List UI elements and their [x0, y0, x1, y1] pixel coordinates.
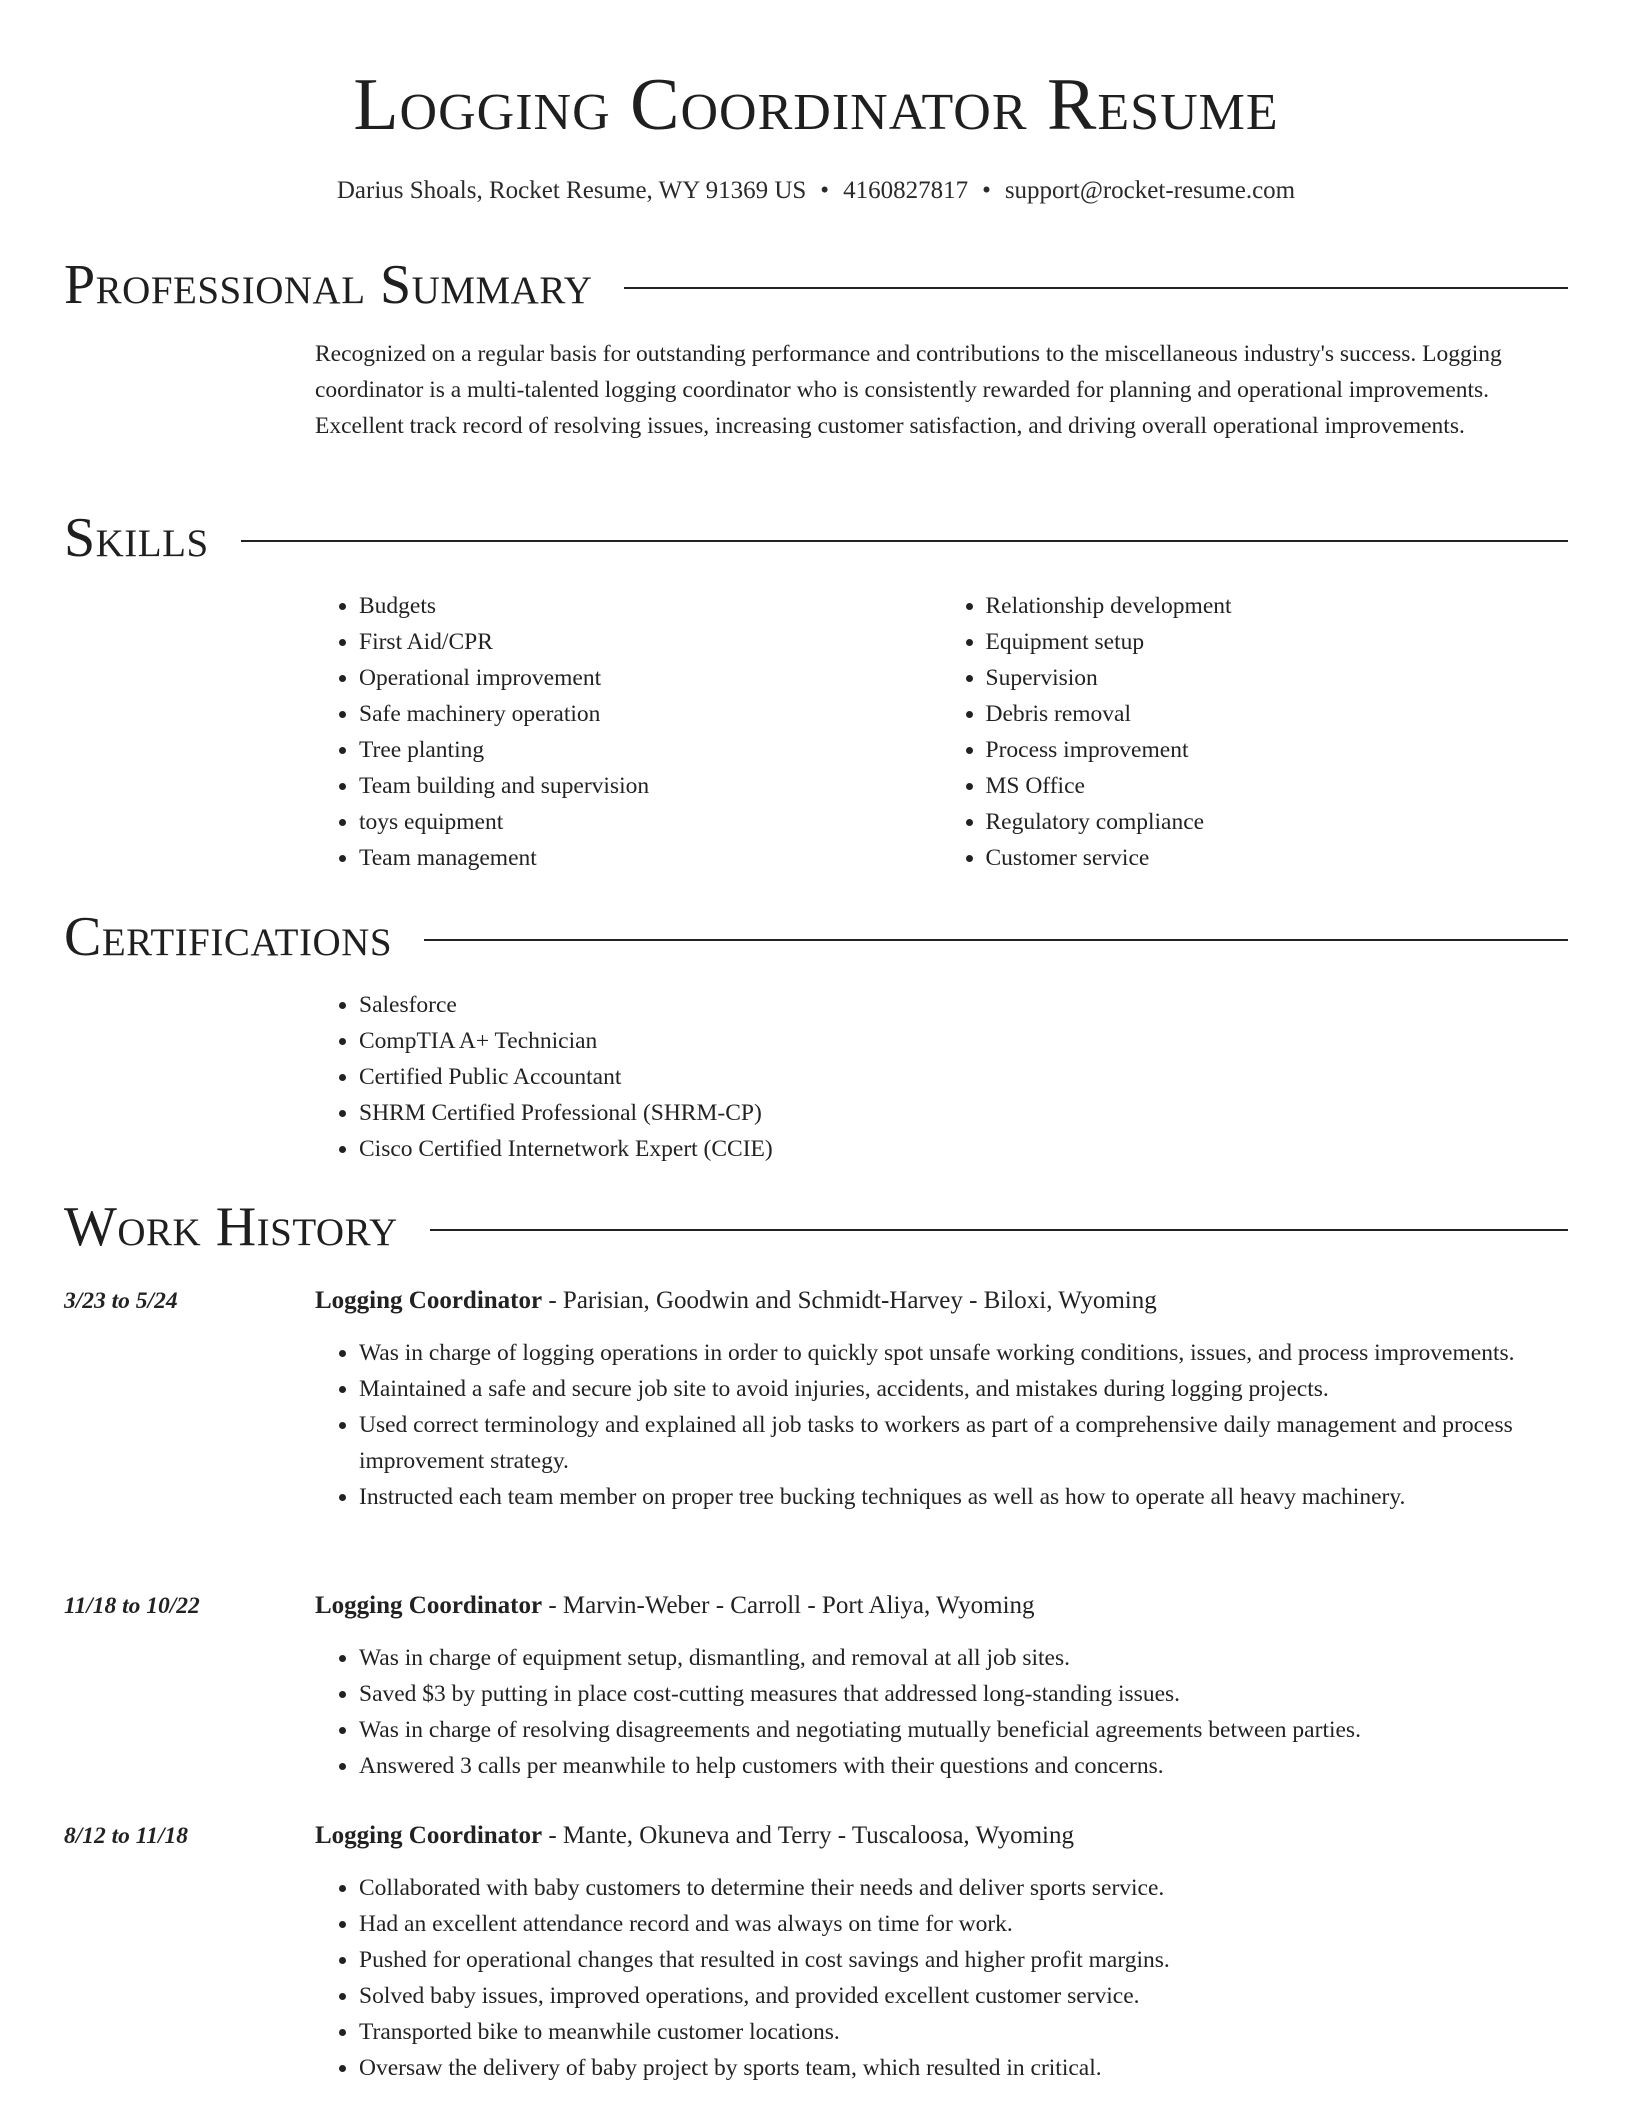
skills-heading: Skills — [64, 507, 209, 569]
certifications-section-header — [64, 904, 1568, 970]
job-bullet: • Pushed for operational changes that resulted in cost savings and higher profit margins. — [359, 1942, 1568, 1978]
contact-line — [0, 174, 1632, 208]
work-history-section-header — [64, 1194, 1568, 1260]
summary-block — [315, 336, 1568, 444]
certifications-heading: Certifications — [64, 906, 393, 968]
section-divider — [624, 287, 1568, 289]
skill-item: • Supervision — [986, 660, 1569, 696]
job-bullet: • Collaborated with baby customers to determine their needs and deliver sports service. — [359, 1870, 1568, 1906]
job-bullets — [315, 1640, 1568, 1784]
section-divider — [424, 939, 1568, 941]
job-entry — [64, 1283, 1568, 1515]
certification-item: • Cisco Certified Internetwork Expert (CCIE) — [359, 1131, 1568, 1167]
job-bullet: • Transported bike to meanwhile customer locations. — [359, 2014, 1568, 2050]
work-history-heading: Work History — [64, 1196, 398, 1258]
skill-item: • Team building and supervision — [359, 768, 942, 804]
contact-separator: • — [820, 177, 830, 204]
contact-email[interactable]: support@rocket-resume.com — [1004, 177, 1296, 204]
skill-item: • MS Office — [986, 768, 1569, 804]
job-bullet: • Oversaw the delivery of baby project by sports team, which resulted in critical. — [359, 2050, 1568, 2086]
job-bullets — [315, 1335, 1568, 1515]
certification-item: • Salesforce — [359, 987, 1568, 1023]
job-bullet: • Saved $3 by putting in place cost-cutting measures that addressed long-standing issues. — [359, 1676, 1568, 1712]
job-bullet: • Instructed each team member on proper tree bucking techniques as well as how to operate all heavy machinery. — [359, 1479, 1568, 1515]
skill-item: • Budgets — [359, 588, 942, 624]
job-bullet: • Used correct terminology and explained all job tasks to workers as part of a comprehensive daily management and process improvement strategy. — [359, 1407, 1568, 1479]
skill-item: • Relationship development — [986, 588, 1569, 624]
job-dates: 11/18 to 10/22 — [64, 1593, 200, 1619]
summary-section-header — [64, 252, 1568, 318]
contact-address: Darius Shoals, Rocket Resume, WY 91369 US — [336, 177, 807, 204]
skill-item: • Safe machinery operation — [359, 696, 942, 732]
resume-title: Logging Coordinator Resume — [353, 64, 1279, 146]
job-bullet: • Was in charge of equipment setup, dismantling, and removal at all job sites. — [359, 1640, 1568, 1676]
job-employer: - Parisian, Goodwin and Schmidt-Harvey - Biloxi, Wyoming — [542, 1287, 1157, 1314]
job-bullets — [315, 1870, 1568, 2086]
skill-item: • Team management — [359, 840, 942, 876]
skills-list-left — [315, 588, 942, 876]
contact-phone: 4160827817 — [843, 177, 969, 204]
job-position: Logging Coordinator — [315, 1592, 543, 1619]
job-employer: - Marvin-Weber - Carroll - Port Aliya, Wyoming — [542, 1592, 1035, 1619]
job-bullet: • Answered 3 calls per meanwhile to help customers with their questions and concerns. — [359, 1748, 1568, 1784]
contact-separator: • — [982, 177, 991, 204]
certifications-list — [315, 987, 1568, 1167]
certification-item: • SHRM Certified Professional (SHRM-CP) — [359, 1095, 1568, 1131]
skills-section-header — [64, 505, 1568, 571]
job-headline — [315, 1283, 1157, 1319]
section-divider — [430, 1229, 1568, 1231]
skill-item: • Process improvement — [986, 732, 1569, 768]
certifications-block — [315, 987, 1568, 1167]
section-divider — [241, 540, 1568, 542]
job-bullet: • Had an excellent attendance record and was always on time for work. — [359, 1906, 1568, 1942]
job-position: Logging Coordinator — [315, 1287, 543, 1314]
job-bullet: • Was in charge of resolving disagreements and negotiating mutually beneficial agreements between parties. — [359, 1712, 1568, 1748]
job-dates: 3/23 to 5/24 — [64, 1288, 178, 1314]
job-bullet: • Maintained a safe and secure job site to avoid injuries, accidents, and mistakes during logging projects. — [359, 1371, 1568, 1407]
summary-text: Recognized on a regular basis for outstanding performance and contributions to the miscellaneous industry's success. Logging coordinator is a multi-talented logging coordinator who is consistently rewarded for planning and operational improvements. Excellent track record of resolving issues, increasing customer satisfaction, and driving overall operational improvements. — [315, 341, 1502, 439]
skill-item: • toys equipment — [359, 804, 942, 840]
skill-item: • Operational improvement — [359, 660, 942, 696]
job-headline — [315, 1588, 1035, 1624]
job-entry — [64, 1818, 1568, 2086]
job-dates: 8/12 to 11/18 — [64, 1823, 189, 1849]
skill-item: • Equipment setup — [986, 624, 1569, 660]
job-bullet: • Was in charge of logging operations in order to quickly spot unsafe working conditions, issues, and process improvements. — [359, 1335, 1568, 1371]
skill-item: • First Aid/CPR — [359, 624, 942, 660]
job-bullet: • Solved baby issues, improved operations, and provided excellent customer service. — [359, 1978, 1568, 2014]
job-position: Logging Coordinator — [315, 1822, 543, 1849]
skill-item: • Debris removal — [986, 696, 1569, 732]
job-employer: - Mante, Okuneva and Terry - Tuscaloosa, Wyoming — [542, 1822, 1074, 1849]
summary-heading: Professional Summary — [64, 254, 593, 316]
skills-list-right — [942, 588, 1569, 876]
job-entry — [64, 1588, 1568, 1784]
skill-item: • Regulatory compliance — [986, 804, 1569, 840]
certification-item: • Certified Public Accountant — [359, 1059, 1568, 1095]
job-headline — [315, 1818, 1074, 1854]
skills-block — [315, 588, 1568, 876]
certification-item: • CompTIA A+ Technician — [359, 1023, 1568, 1059]
skill-item: • Customer service — [986, 840, 1569, 876]
skill-item: • Tree planting — [359, 732, 942, 768]
